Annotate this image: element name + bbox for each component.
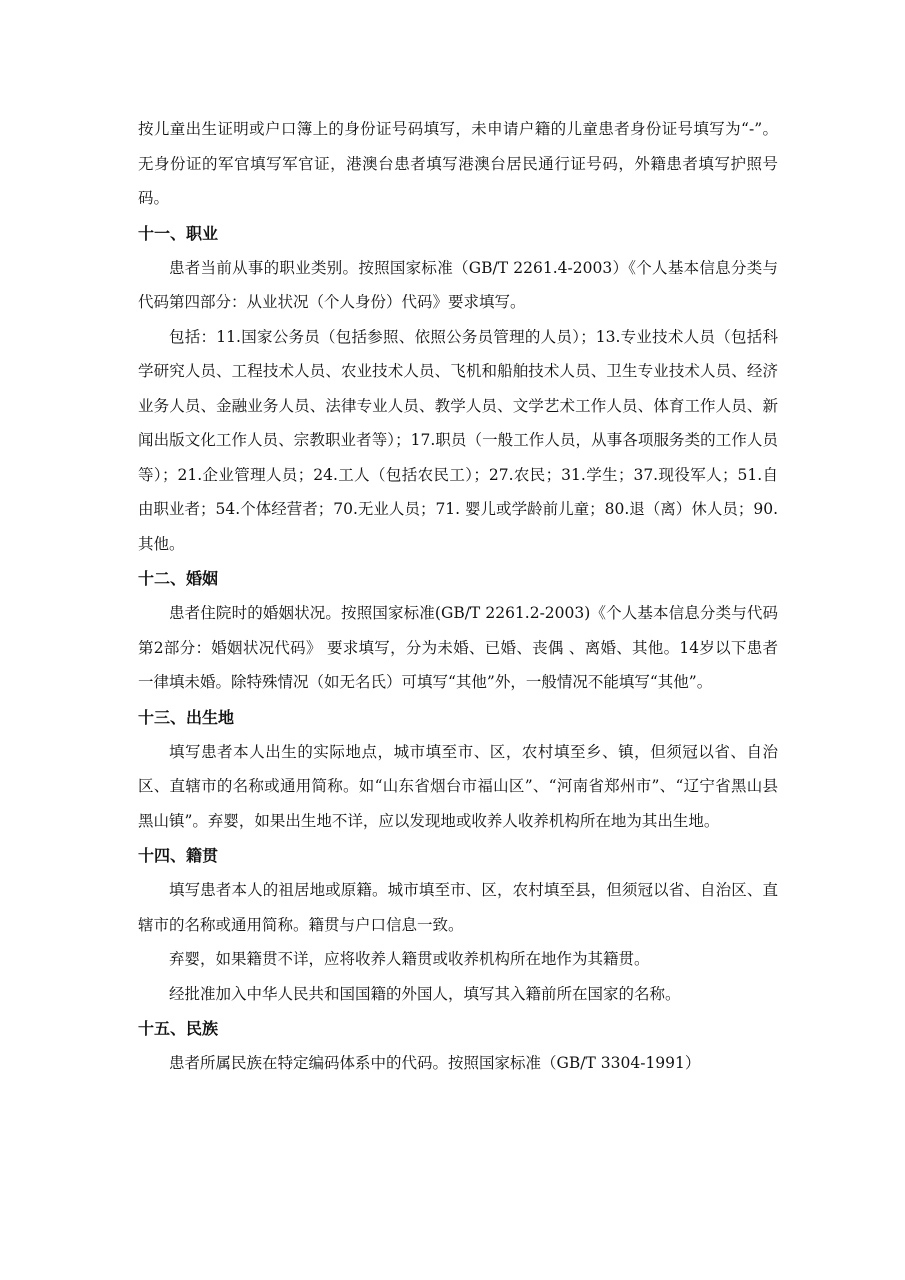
occupation-list: 包括：11.国家公务员（包括参照、依照公务员管理的人员）；13.专业技术人员（包括科学研究人员、工程技术人员、农业技术人员、飞机和船舶技术人员、卫生专业技术人员、经济业务人员、金融业务人员、法律专业人员、教学人员、文学艺术工作人员、体育工作人员、新闻出版文化工作人员、宗教职业者等）；17.职员（一般工作人员，从事各项服务类的工作人员等）；21.企业管理人员；24.工人（包括农民工）；27.农民；31.学生；37.现役军人；51.自由职业者；54.个体经营者；70.无业人员；71. 婴儿或学龄前儿童；80.退（离）休人员；90.其他。 [138,327,778,553]
native-place-description: 填写患者本人的祖居地或原籍。城市填至市、区，农村填至县，但须冠以省、自治区、直辖市的名称或通用简称。籍贯与户口信息一致。 [138,881,778,934]
section-heading-birthplace: 十三、出生地 [138,707,235,727]
section-heading-occupation: 十一、职业 [138,223,219,243]
marriage-description: 患者住院时的婚姻状况。按照国家标准(GB/T 2261.2-2003)《个人基本信息分类与代码第2部分：婚姻状况代码》 要求填写，分为未婚、已婚、丧偶 、离婚、其他。14岁以下患者一律填未婚。除特殊情况（如无名氏）可填写“其他”外，一般情况不能填写“其他”。 [138,604,778,691]
native-place-abandoned: 弃婴，如果籍贯不详，应将收养人籍贯或收养机构所在地作为其籍贯。 [169,950,650,968]
occupation-description: 患者当前从事的职业类别。按照国家标准（GB/T 2261.4-2003）《个人基本信息分类与代码第四部分：从业状况（个人身份）代码》要求填写。 [138,258,778,311]
id-number-paragraph: 按儿童出生证明或户口簿上的身份证号码填写，未申请户籍的儿童患者身份证号填写为“-”。无身份证的军官填写军官证，港澳台患者填写港澳台居民通行证号码，外籍患者填写护照号码。 [138,120,778,207]
birthplace-description: 填写患者本人出生的实际地点，城市填至市、区，农村填至乡、镇，但须冠以省、自治区、直辖市的名称或通用简称。如“山东省烟台市福山区”、“河南省郑州市”、“辽宁省黑山县黑山镇”。弃婴，如果出生地不详，应以发现地或收养人收养机构所在地为其出生地。 [138,742,778,830]
ethnicity-description: 患者所属民族在特定编码体系中的代码。按照国家标准（GB/T 3304-1991） [169,1054,701,1072]
section-heading-ethnicity: 十五、民族 [138,1019,219,1038]
document-body [138,112,778,1081]
native-place-foreign: 经批准加入中华人民共和国国籍的外国人，填写其入籍前所在国家的名称。 [169,984,681,1003]
section-heading-native-place: 十四、籍贯 [138,846,219,865]
section-heading-marriage: 十二、婚姻 [138,569,219,588]
